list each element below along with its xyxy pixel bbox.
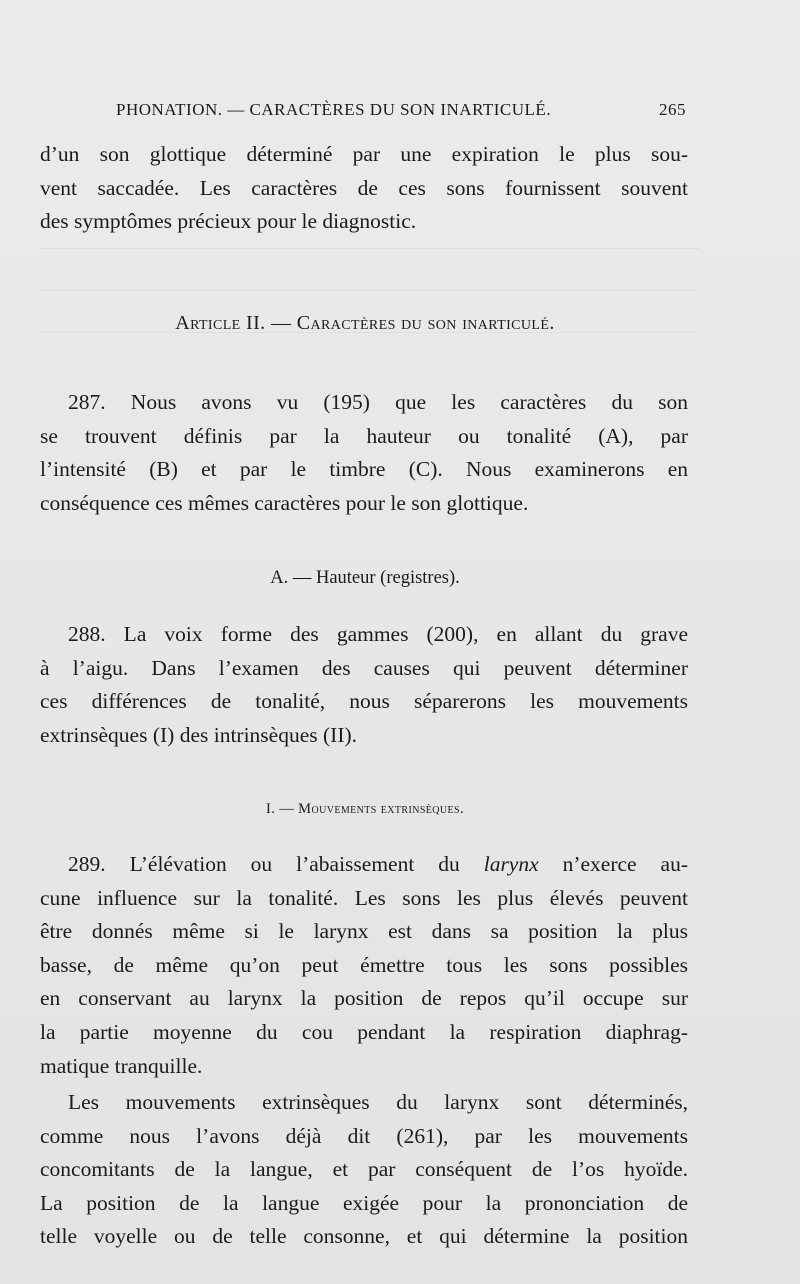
text-line: La position de la langue exigée pour la prononciation de: [40, 1190, 688, 1215]
text-line: à l’aigu. Dans l’examen des causes qui peuvent déterminer: [40, 655, 688, 680]
text-line: cune influence sur la tonalité. Les sons les plus élevés peuvent: [40, 885, 688, 910]
page-number: 265: [659, 100, 686, 119]
text-line: en conservant au larynx la position de repos qu’il occupe sur: [40, 986, 688, 1011]
text-line: l’intensité (B) et par le timbre (C). Nous examinerons en: [40, 457, 688, 482]
text-line: ces différences de tonalité, nous séparerons les mouvements: [40, 689, 688, 714]
text-line: être donnés même si le larynx est dans sa position la plus: [40, 919, 688, 944]
paragraph-289: [40, 848, 688, 1083]
text-line: Les mouvements extrinsèques du larynx sont déterminés,: [68, 1090, 688, 1114]
subsection-heading-extrinseques: I. — Mouvements extrinsèques.: [265, 801, 465, 817]
text-line: extrinsèques (I) des intrinsèques (II).: [40, 722, 358, 747]
running-head: [116, 100, 686, 120]
text-segment: 289. L’élévation ou l’abaissement du: [68, 852, 460, 876]
text-line: basse, de même qu’on peut émettre tous les sons possibles: [40, 952, 688, 977]
article-heading: Article II. — Caractères du son inarticulé.: [175, 312, 555, 334]
paragraph-287: [40, 386, 688, 520]
text-line: se trouvent définis par la hauteur ou tonalité (A), par: [40, 423, 688, 448]
running-head-title: PHONATION. — CARACTÈRES DU SON INARTICULÉ.: [116, 100, 552, 119]
text-line: [40, 848, 688, 882]
text-line: vent saccadée. Les caractères de ces sons fournissent souvent: [40, 175, 688, 200]
paragraph-288: [40, 618, 688, 752]
text-line: concomitants de la langue, et par conséquent de l’os hyoïde.: [40, 1157, 688, 1182]
text-segment: n’exerce au-: [562, 852, 689, 876]
italic-term: larynx: [483, 852, 539, 876]
text-line: conséquence ces mêmes caractères pour le son glottique.: [40, 490, 529, 515]
text-line: la partie moyenne du cou pendant la respiration diaphrag-: [40, 1019, 688, 1044]
text-line: d’un son glottique déterminé par une expiration le plus sou-: [40, 142, 688, 166]
text-line: 288. La voix forme des gammes (200), en allant du grave: [68, 622, 688, 646]
text-line: matique tranquille.: [40, 1053, 203, 1078]
intro-paragraph: [40, 138, 688, 239]
paragraph-extrinsic-movements: [40, 1086, 688, 1254]
text-line: des symptômes précieux pour le diagnostic.: [40, 209, 417, 234]
text-line: telle voyelle ou de telle consonne, et qui détermine la position: [40, 1224, 688, 1249]
section-heading-hauteur: A. — Hauteur (registres).: [270, 568, 460, 588]
text-line: 287. Nous avons vu (195) que les caractères du son: [68, 390, 688, 414]
text-line: comme nous l’avons déjà dit (261), par les mouvements: [40, 1123, 688, 1148]
